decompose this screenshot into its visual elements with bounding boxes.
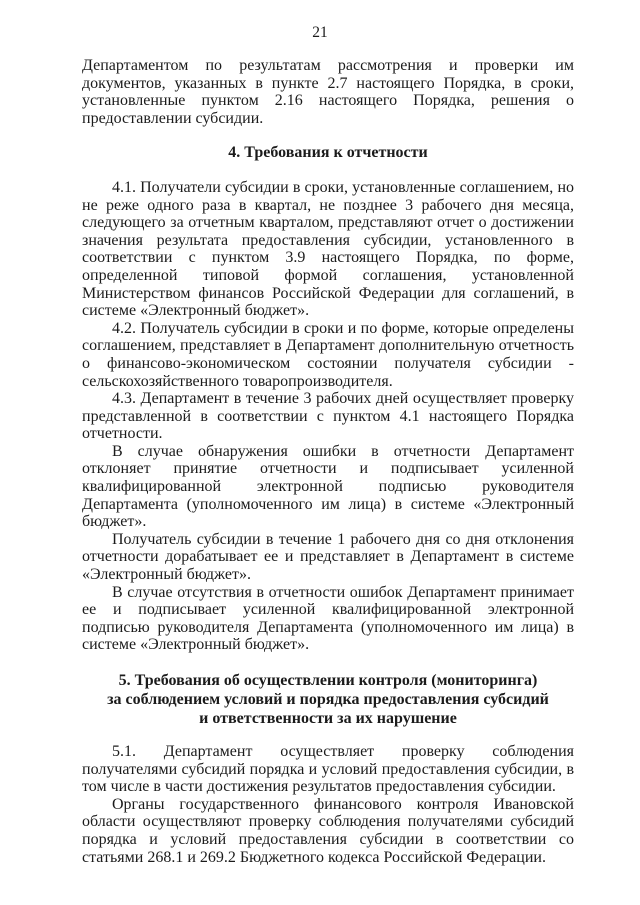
document-body [82, 57, 574, 866]
paragraph-4-error-found: В случае обнаружения ошибки в отчетности Департамент отклоняет принятие отчетности и подписывает усиленной квалифицированной электронной подписью руководителя Департамента (уполномоченного им лица) в системе «Электронный бюджет». [82, 442, 574, 531]
section-5-heading-line-3: и ответственности за их нарушение [199, 710, 457, 727]
page-number: 21 [312, 24, 328, 41]
section-5-heading-line-2: за соблюдением условий и порядка предоставления субсидий [107, 691, 549, 708]
paragraph-4-1: 4.1. Получатели субсидии в сроки, установленные соглашением, но не реже одного раза в квартал, не позднее 3 рабочего дня месяца, следующего за отчетным кварталом, представляют отчет о достижении значения результата предоставления субсидии, установленного в соответствии с пунктом 3.9 настоящего Порядка, по форме, определенной типовой формой соглашения, установленной Министерством финансов Российской Федерации для соглашений, в системе «Электронный бюджет». [82, 178, 574, 320]
paragraph-4-no-errors: В случае отсутствия в отчетности ошибок Департамент принимает ее и подписывает усиленной квалифицированной электронной подписью руководителя Департамента (уполномоченного им лица) в системе «Электронный бюджет». [82, 583, 574, 654]
paragraph-4-3: 4.3. Департамент в течение 3 рабочих дней осуществляет проверку представленной в соответствии с пунктом 4.1 настоящего Порядка отчетности. [82, 390, 574, 443]
paragraph-5-control-bodies: Органы государственного финансового контроля Ивановской области осуществляют проверку соблюдения получателями субсидий порядка и условий предоставления субсидии в соответствии со статьями 268.1 и 269.2 Бюджетного кодекса Российской Федерации. [82, 795, 574, 866]
paragraph-4-rework: Получатель субсидии в течение 1 рабочего дня со дня отклонения отчетности дорабатывает ее и представляет в Департамент в системе «Электронный бюджет». [82, 530, 574, 584]
paragraph-4-2: 4.2. Получатель субсидии в сроки и по форме, которые определены соглашением, представляет в Департамент дополнительную отчетность о финансово-экономическом состоянии получателя субсидии - сельскохозяйственного товаропроизводителя. [82, 319, 574, 390]
section-5-heading [82, 671, 574, 728]
section-5-heading-line-1: 5. Требования об осуществлении контроля (мониторинга) [118, 672, 538, 689]
paragraph-5-1: 5.1. Департамент осуществляет проверку соблюдения получателями субсидий порядка и условий предоставления субсидии, в том числе в части достижения результатов предоставления субсидии. [82, 743, 574, 796]
continuation-paragraph: Департаментом по результатам рассмотрения и проверки им документов, указанных в пункте 2.7 настоящего Порядка, в сроки, установленные пунктом 2.16 настоящего Порядка, решения о предоставлении субсидии. [82, 57, 574, 127]
section-4-heading: 4. Требования к отчетности [228, 144, 428, 162]
